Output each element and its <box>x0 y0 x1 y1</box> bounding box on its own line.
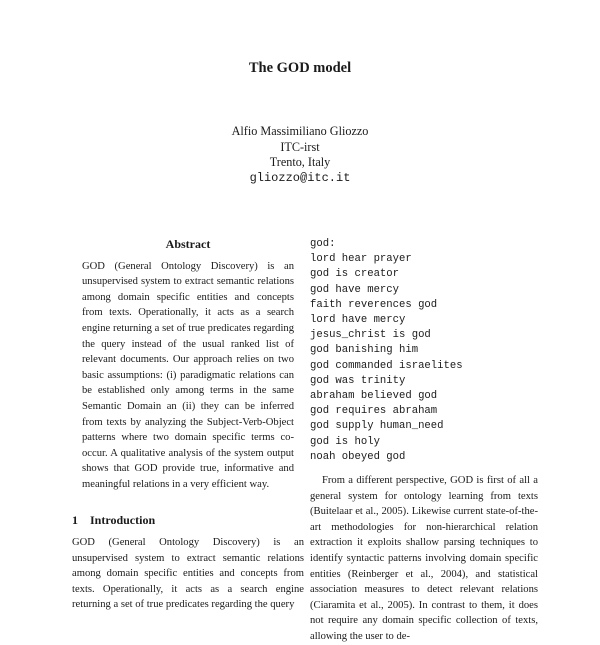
example-line: god: <box>310 238 336 250</box>
author-email: gliozzo@itc.it <box>249 170 351 185</box>
paper-title: The GOD model <box>248 60 352 76</box>
introduction-heading <box>72 513 304 529</box>
example-line: god requires abraham <box>310 405 438 418</box>
example-line: faith reverences god <box>310 298 438 311</box>
example-line: jesus_christ is god <box>310 329 431 342</box>
example-line: god commanded israelites <box>310 359 463 372</box>
section-title: Introduction <box>90 512 156 527</box>
example-line: god is creator <box>310 268 400 281</box>
left-column <box>72 237 304 613</box>
example-line: lord have mercy <box>310 314 406 327</box>
right-column <box>310 237 538 645</box>
body-paragraph: From a different perspective, GOD is first of all a general system for ontology learning from texts (Buitelaar et al., 2005). Likewise current state-of-the-art methodologies for non-hierarchical relation extraction it exploits shallow parsing techniques to identify syntactic patterns involving domain specific entities (Reinberger et al., 2004), and statistical association measures to detect relevant relations (Ciaramita et al., 2005). In contrast to them, it does not require any domain specific collection of texts, allowing the user to de- <box>310 475 538 642</box>
example-line: god have mercy <box>310 283 400 296</box>
example-line: noah obeyed god <box>310 450 406 463</box>
example-line: god supply human_need <box>310 420 444 433</box>
section-number: 1 <box>72 512 78 527</box>
example-line: god is holy <box>310 435 380 448</box>
abstract-heading: Abstract <box>165 237 211 251</box>
example-line: god banishing him <box>310 344 419 357</box>
introduction-text: GOD (General Ontology Discovery) is an unsupervised system to extract semantic relations among domain specific entities and concepts from texts. Operationally, it acts as a search engine returning a set of true predicates regarding the query <box>72 537 304 611</box>
abstract-text: GOD (General Ontology Discovery) is an unsupervised system to extract semantic relations among domain specific entities and concepts from texts. Operationally, it acts as a search engine returning a set of true predicates regarding the query instead of the usual ranked list of relevant documents. Our approach relies on two basic assumptions: (i) paradigmatic relations can be established only among terms in the same Semantic Domain an (ii) they can be inferred from texts by analyzing the Subject-Verb-Object patterns where two domain specific terms co-occur. A qualitative analysis of the system output shows that GOD provide true, informative and meaningful relations in a very efficient way. <box>82 260 294 490</box>
example-line: abraham believed god <box>310 390 438 403</box>
example-line: god was trinity <box>310 374 406 387</box>
example-output <box>310 237 538 465</box>
author-name: Alfio Massimiliano Gliozzo <box>231 124 369 138</box>
author-block <box>0 124 600 186</box>
author-location: Trento, Italy <box>269 155 331 170</box>
example-line: lord hear prayer <box>310 253 412 266</box>
author-affiliation: ITC-irst <box>280 139 320 154</box>
